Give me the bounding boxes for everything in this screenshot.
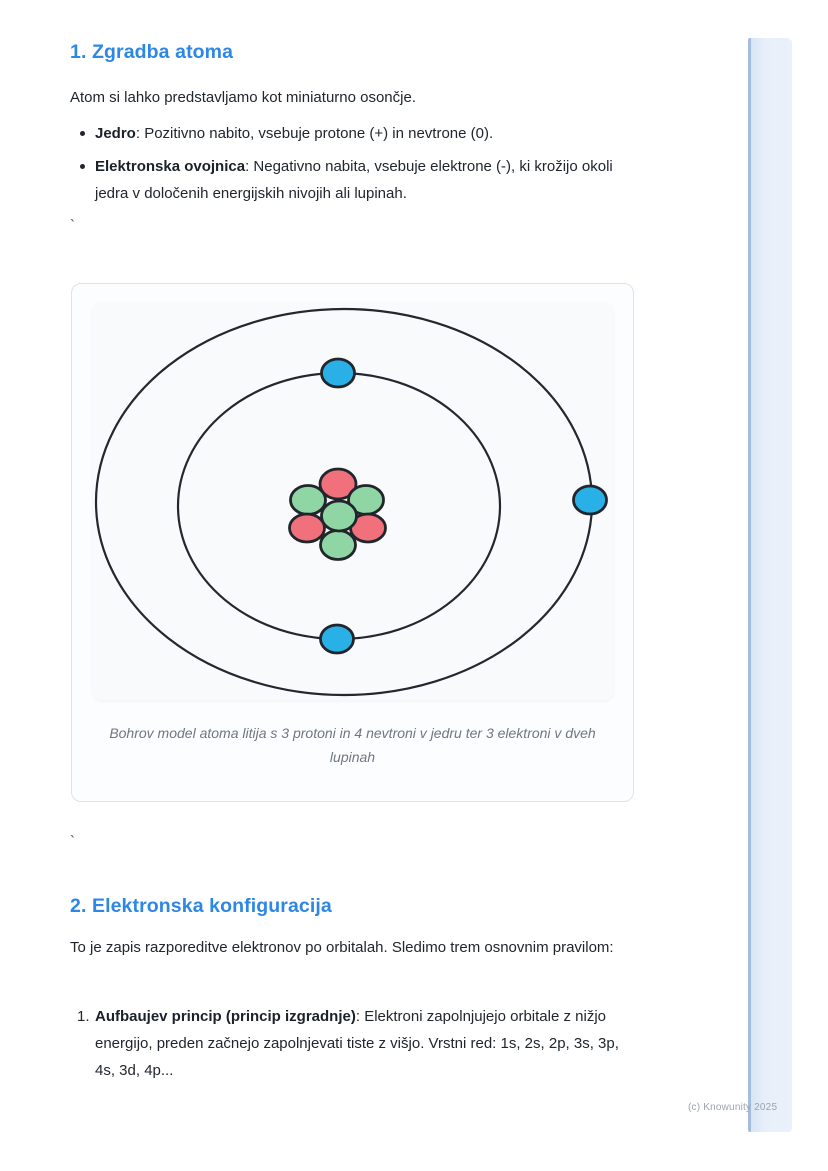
neutron-3 bbox=[321, 531, 356, 560]
bullet-dot bbox=[80, 164, 85, 169]
figure-caption: Bohrov model atoma litija s 3 protoni in 4 nevtroni v jedru ter 3 elektroni v dveh lupinah bbox=[109, 725, 596, 765]
numbered-item-aufbau bbox=[77, 1003, 628, 1084]
electron-2 bbox=[321, 625, 354, 653]
section-1-heading: 1. Zgradba atoma bbox=[70, 41, 234, 63]
bullet-text: : Negativno nabita, vsebuje elektrone (-), ki krožijo okoli jedra v določenih energijskih nivojih ali lupinah. bbox=[95, 158, 613, 202]
bullet-text: : Pozitivno nabito, vsebuje protone (+) in nevtrone (0). bbox=[135, 125, 494, 142]
list-text: : Elektroni zapolnjujejo orbitale z nižjo energijo, preden začnejo zapolnjevati tiste z višjo. Vrstni red: 1s, 2s, 2p, 3s, 3p, 4s, 3d, 4p... bbox=[95, 1008, 619, 1079]
electron-1 bbox=[322, 359, 355, 387]
bullet-item-jedro bbox=[80, 120, 625, 147]
stray-backtick: ` bbox=[70, 217, 75, 234]
scrollbar-track[interactable] bbox=[748, 38, 792, 1132]
bullet-term: Jedro bbox=[95, 125, 136, 142]
copyright-footer: (c) Knowunity 2025 bbox=[688, 1102, 778, 1113]
list-body bbox=[77, 1003, 628, 1084]
bullet-dot bbox=[80, 131, 85, 136]
document-page bbox=[70, 0, 635, 1171]
section-1-intro: Atom si lahko predstavljamo kot miniaturno osončje. bbox=[70, 89, 416, 106]
bohr-model-diagram bbox=[93, 303, 613, 700]
proton-2 bbox=[290, 514, 325, 542]
section-2-intro: To je zapis razporeditve elektronov po orbitalah. Sledimo trem osnovnim pravilom: bbox=[70, 939, 614, 956]
neutron-1 bbox=[291, 486, 326, 515]
stray-backtick: ` bbox=[70, 833, 75, 850]
bohr-model-svg bbox=[93, 303, 613, 700]
electron-3 bbox=[574, 486, 607, 514]
list-number: 1. bbox=[77, 1008, 90, 1025]
bullet-item-elektronska-ovojnica bbox=[80, 153, 625, 207]
bohr-model-figure-card bbox=[71, 283, 634, 802]
section-2-heading: 2. Elektronska konfiguracija bbox=[70, 895, 332, 917]
list-term: Aufbaujev princip (princip izgradnje) bbox=[95, 1008, 356, 1025]
bullet-term: Elektronska ovojnica bbox=[95, 158, 246, 175]
neutron-4 bbox=[322, 501, 357, 531]
